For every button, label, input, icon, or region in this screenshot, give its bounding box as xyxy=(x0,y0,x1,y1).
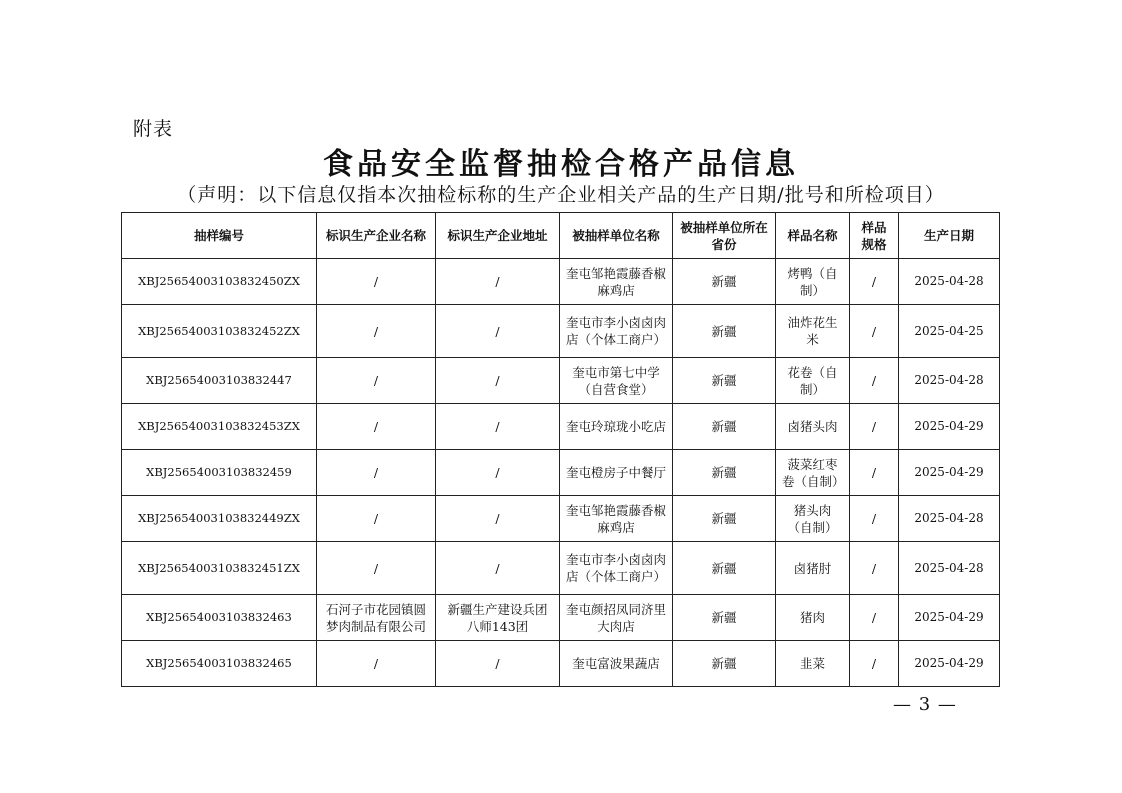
spec-cell: / xyxy=(850,450,899,496)
province-cell: 新疆 xyxy=(673,404,776,450)
province-cell: 新疆 xyxy=(673,496,776,542)
manufacturer-name-cell: / xyxy=(317,542,436,595)
production-date-cell: 2025-04-29 xyxy=(899,595,1000,641)
table-row xyxy=(122,641,1000,687)
spec-cell: / xyxy=(850,496,899,542)
sampled-unit-cell: 奎屯市李小卤卤肉店（个体工商户） xyxy=(560,542,673,595)
sample-name-cell: 卤猪肘 xyxy=(776,542,850,595)
spec-cell: / xyxy=(850,259,899,305)
spec-cell: / xyxy=(850,542,899,595)
sampled-unit-cell: 奎屯玲琼珑小吃店 xyxy=(560,404,673,450)
sample-name-cell: 韭菜 xyxy=(776,641,850,687)
production-date-cell: 2025-04-29 xyxy=(899,450,1000,496)
production-date-cell: 2025-04-29 xyxy=(899,641,1000,687)
table-row xyxy=(122,450,1000,496)
table-row xyxy=(122,542,1000,595)
sample-code-cell: XBJ25654003103832465 xyxy=(122,641,317,687)
province-cell: 新疆 xyxy=(673,595,776,641)
production-date-cell: 2025-04-28 xyxy=(899,542,1000,595)
production-date-cell: 2025-04-25 xyxy=(899,305,1000,358)
header-sample-code: 抽样编号 xyxy=(122,213,317,259)
sampled-unit-cell: 奎屯邹艳霞藤香椒麻鸡店 xyxy=(560,496,673,542)
province-cell: 新疆 xyxy=(673,305,776,358)
sample-code-cell: XBJ25654003103832459 xyxy=(122,450,317,496)
appendix-label: 附表 xyxy=(133,118,174,140)
document-subtitle: （声明：以下信息仅指本次抽检标称的生产企业相关产品的生产日期/批号和所检项目） xyxy=(177,184,945,206)
sampled-unit-cell: 奎屯市李小卤卤肉店（个体工商户） xyxy=(560,305,673,358)
header-manufacturer-name: 标识生产企业名称 xyxy=(317,213,436,259)
manufacturer-name-cell: / xyxy=(317,305,436,358)
production-date-cell: 2025-04-28 xyxy=(899,259,1000,305)
manufacturer-address-cell: / xyxy=(436,259,560,305)
sample-name-cell: 卤猪头肉 xyxy=(776,404,850,450)
spec-cell: / xyxy=(850,404,899,450)
manufacturer-address-cell: 新疆生产建设兵团八师143团 xyxy=(436,595,560,641)
province-cell: 新疆 xyxy=(673,450,776,496)
manufacturer-name-cell: / xyxy=(317,358,436,404)
sampled-unit-cell: 奎屯邹艳霞藤香椒麻鸡店 xyxy=(560,259,673,305)
sample-code-cell: XBJ25654003103832452ZX xyxy=(122,305,317,358)
sample-code-cell: XBJ25654003103832451ZX xyxy=(122,542,317,595)
table-row xyxy=(122,358,1000,404)
manufacturer-name-cell: 石河子市花园镇圆梦肉制品有限公司 xyxy=(317,595,436,641)
sample-name-cell: 花卷（自制） xyxy=(776,358,850,404)
header-production-date: 生产日期 xyxy=(899,213,1000,259)
sample-code-cell: XBJ25654003103832453ZX xyxy=(122,404,317,450)
header-manufacturer-address: 标识生产企业地址 xyxy=(436,213,560,259)
province-cell: 新疆 xyxy=(673,542,776,595)
production-date-cell: 2025-04-29 xyxy=(899,404,1000,450)
manufacturer-address-cell: / xyxy=(436,305,560,358)
sample-name-cell: 猪头肉（自制） xyxy=(776,496,850,542)
sample-name-cell: 猪肉 xyxy=(776,595,850,641)
manufacturer-name-cell: / xyxy=(317,641,436,687)
manufacturer-address-cell: / xyxy=(436,496,560,542)
manufacturer-address-cell: / xyxy=(436,641,560,687)
table-row xyxy=(122,496,1000,542)
manufacturer-address-cell: / xyxy=(436,450,560,496)
header-province: 被抽样单位所在省份 xyxy=(673,213,776,259)
sampled-unit-cell: 奎屯橙房子中餐厅 xyxy=(560,450,673,496)
table-row xyxy=(122,305,1000,358)
header-sampled-unit: 被抽样单位名称 xyxy=(560,213,673,259)
sample-code-cell: XBJ25654003103832463 xyxy=(122,595,317,641)
sample-code-cell: XBJ25654003103832450ZX xyxy=(122,259,317,305)
page-number: — 3 — xyxy=(893,694,957,715)
production-date-cell: 2025-04-28 xyxy=(899,358,1000,404)
production-date-cell: 2025-04-28 xyxy=(899,496,1000,542)
table-row xyxy=(122,259,1000,305)
sample-code-cell: XBJ25654003103832449ZX xyxy=(122,496,317,542)
sampled-unit-cell: 奎屯颜招凤同济里大肉店 xyxy=(560,595,673,641)
header-spec: 样品规格 xyxy=(850,213,899,259)
spec-cell: / xyxy=(850,595,899,641)
header-sample-name: 样品名称 xyxy=(776,213,850,259)
sampled-unit-cell: 奎屯富波果蔬店 xyxy=(560,641,673,687)
manufacturer-address-cell: / xyxy=(436,542,560,595)
spec-cell: / xyxy=(850,358,899,404)
manufacturer-name-cell: / xyxy=(317,450,436,496)
manufacturer-name-cell: / xyxy=(317,404,436,450)
spec-cell: / xyxy=(850,641,899,687)
manufacturer-name-cell: / xyxy=(317,496,436,542)
spec-cell: / xyxy=(850,305,899,358)
manufacturer-address-cell: / xyxy=(436,404,560,450)
province-cell: 新疆 xyxy=(673,358,776,404)
manufacturer-address-cell: / xyxy=(436,358,560,404)
manufacturer-name-cell: / xyxy=(317,259,436,305)
province-cell: 新疆 xyxy=(673,641,776,687)
table-row xyxy=(122,595,1000,641)
sample-code-cell: XBJ25654003103832447 xyxy=(122,358,317,404)
sampled-unit-cell: 奎屯市第七中学（自营食堂） xyxy=(560,358,673,404)
sample-name-cell: 菠菜红枣卷（自制） xyxy=(776,450,850,496)
sample-name-cell: 烤鸭（自制） xyxy=(776,259,850,305)
province-cell: 新疆 xyxy=(673,259,776,305)
sample-name-cell: 油炸花生米 xyxy=(776,305,850,358)
table-header-row xyxy=(122,213,1000,259)
document-title: 食品安全监督抽检合格产品信息 xyxy=(323,147,799,182)
table-row xyxy=(122,404,1000,450)
inspection-results-table xyxy=(121,212,1000,687)
